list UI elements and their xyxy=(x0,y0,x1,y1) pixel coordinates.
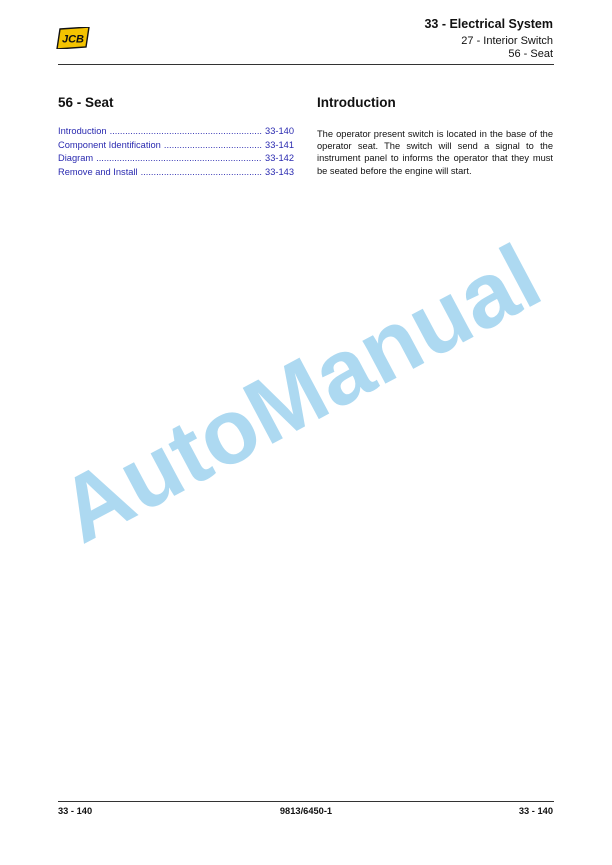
toc-label: Remove and Install xyxy=(58,166,138,177)
section-title: 27 - Interior Switch xyxy=(461,35,553,47)
toc-page: 33-140 xyxy=(265,126,294,136)
footer-page-left: 33 - 140 xyxy=(58,806,93,816)
logo-text: JCB xyxy=(61,33,85,46)
introduction-paragraph: The operator present switch is located in the base of the operator seat. The switch will send a signal to the instrument panel to informs the operator that they must be seated before the engine will start. xyxy=(317,129,553,176)
watermark-text: AutoManual xyxy=(43,225,557,563)
toc-leader xyxy=(110,125,262,139)
footer-rule xyxy=(58,801,554,802)
left-heading: 56 - Seat xyxy=(58,95,114,110)
toc-item-diagram[interactable] xyxy=(58,152,294,166)
header-rule xyxy=(58,64,554,65)
toc-page: 33-142 xyxy=(265,153,294,163)
toc-page: 33-143 xyxy=(265,166,294,177)
toc-page: 33-141 xyxy=(265,139,294,150)
toc-item-introduction[interactable] xyxy=(58,125,294,139)
toc-label: Diagram xyxy=(58,153,94,163)
table-of-contents xyxy=(58,125,294,179)
toc-leader xyxy=(141,166,262,180)
footer-page-right: 33 - 140 xyxy=(518,806,553,816)
toc-label: Component Identification xyxy=(58,139,161,150)
toc-leader xyxy=(96,152,262,166)
toc-label: Introduction xyxy=(58,126,107,136)
footer-doc-number: 9813/6450-1 xyxy=(279,806,333,816)
jcb-logo xyxy=(56,27,90,49)
chapter-title: 33 - Electrical System xyxy=(424,17,553,31)
right-heading: Introduction xyxy=(317,95,396,110)
toc-item-remove-and-install[interactable] xyxy=(58,166,294,180)
subsection-title: 56 - Seat xyxy=(508,48,553,60)
toc-item-component-identification[interactable] xyxy=(58,139,294,153)
toc-leader xyxy=(164,139,262,153)
